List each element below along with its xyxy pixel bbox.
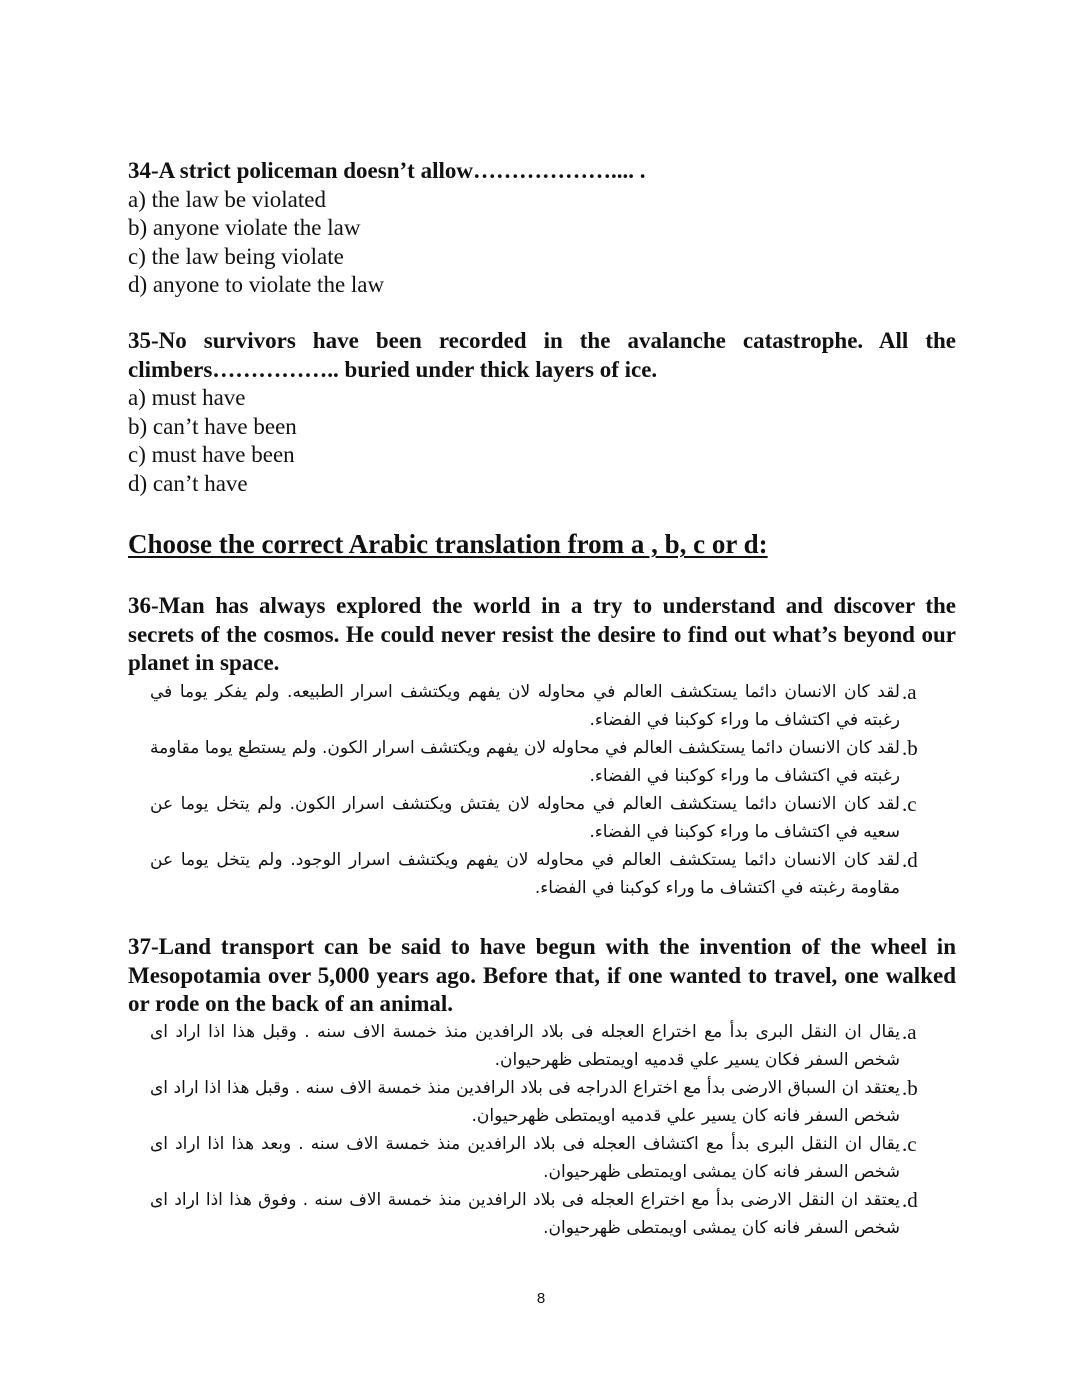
question-34-option-b: b) anyone violate the law	[128, 215, 361, 240]
question-36-stem: 36-Man has always explored the world in a try to understand and discover the secrets of the cosmos. He could never resist the desire to find out what’s beyond our planet in space.	[128, 593, 956, 675]
question-37-option-b	[150, 1074, 928, 1130]
question-37-option-c	[150, 1130, 928, 1186]
question-36	[128, 592, 956, 678]
question-37-option-d	[150, 1186, 928, 1242]
arabic-option-text: لقد كان الانسان دائما يستكشف العالم في محاوله لان يفهم ويكتشف اسرار الوجود. ولم يتخل يوما عن مقاومة رغبته في اكتشاف ما وراء كوكبنا في الفضاء.	[150, 850, 900, 898]
arabic-option-text: لقد كان الانسان دائما يستكشف العالم في محاوله لان يفتش ويكتشف اسرار الكون. ولم يتخل يوما عن سعيه في اكتشاف ما وراء كوكبنا في الفضاء.	[150, 794, 900, 842]
question-36-option-b	[150, 734, 928, 790]
option-marker: .d	[902, 1188, 918, 1212]
question-37-options	[150, 1018, 928, 1242]
question-35	[128, 327, 956, 498]
option-marker: .d	[902, 848, 918, 872]
question-34-option-c: c) the law being violate	[128, 243, 344, 269]
option-marker: .b	[902, 1076, 918, 1100]
question-35-option-c: c) must have been	[128, 442, 295, 467]
arabic-option-text: لقد كان الانسان دائما يستكشف العالم في محاوله لان يفهم ويكتشف اسرار الكون. ولم يستطع يوما مقاومة رغبته في اكتشاف ما وراء كوكبنا في الفضاء.	[150, 738, 900, 786]
option-marker: .c	[902, 792, 917, 816]
option-marker: .a	[902, 680, 917, 704]
option-marker: .b	[902, 736, 918, 760]
question-34-option-d: d) anyone to violate the law	[128, 272, 385, 297]
question-35-option-d: d) can’t have	[128, 470, 248, 496]
question-36-option-a	[150, 678, 928, 734]
arabic-option-text: لقد كان الانسان دائما يستكشف العالم في محاوله لان يفهم ويكتشف اسرار الطبيعه. ولم يفكر يوما في رغبته في اكتشاف ما وراء كوكبنا في الفضاء.	[150, 682, 900, 730]
question-34-option-a: a) the law be violated	[128, 186, 326, 212]
question-34-stem: 34-A strict policeman doesn’t allow……………….... .	[128, 158, 646, 183]
option-marker: .c	[902, 1132, 917, 1156]
question-37	[128, 933, 956, 1019]
arabic-option-text: يقال ان النقل البرى بدأ مع اكتشاف العجله فى بلاد الرافدين منذ خمسة الاف سنه . وبعد هذا اذا اراد اى شخص السفر فانه كان يمشى اويمتطى ظهرحيوان.	[150, 1134, 900, 1182]
question-36-option-d	[150, 846, 928, 902]
page-number: 8	[536, 1290, 546, 1307]
question-35-option-b: b) can’t have been	[128, 413, 297, 439]
arabic-option-text: يعتقد ان النقل الارضى بدأ مع اختراع العجله فى بلاد الرافدين منذ خمسة الاف سنه . وفوق هذا اذا اراد اى شخص السفر فانه كان يمشى اويمتطى ظهرحيوان.	[150, 1190, 900, 1238]
question-37-stem: 37-Land transport can be said to have begun with the invention of the wheel in Mesopotamia over 5,000 years ago. Before that, if one wanted to travel, one walked or rode on the back of an animal.	[128, 934, 956, 1016]
arabic-option-text: يقال ان النقل البرى بدأ مع اختراع العجله فى بلاد الرافدين منذ خمسة الاف سنه . وقبل هذا اذا اراد اى شخص السفر فكان يسير علي قدميه اويمتطى ظهرحيوان.	[150, 1022, 900, 1070]
option-marker: .a	[902, 1020, 917, 1044]
question-35-stem: 35-No survivors have been recorded in the avalanche catastrophe. All the climbers…………….. buried under thick layers of ice.	[128, 328, 956, 382]
arabic-option-text: يعتقد ان السباق الارضى بدأ مع اختراع الدراجه فى بلاد الرافدين منذ خمسة الاف سنه . وقبل هذا اذا اراد اى شخص السفر فانه كان يسير علي قدميه اويمتطى ظهرحيوان.	[150, 1078, 900, 1126]
question-35-option-a: a) must have	[128, 385, 246, 410]
question-34	[128, 157, 956, 300]
section-heading: Choose the correct Arabic translation from a , b, c or d:	[128, 529, 768, 559]
question-36-options	[150, 678, 928, 902]
question-37-option-a	[150, 1018, 928, 1074]
question-36-option-c	[150, 790, 928, 846]
